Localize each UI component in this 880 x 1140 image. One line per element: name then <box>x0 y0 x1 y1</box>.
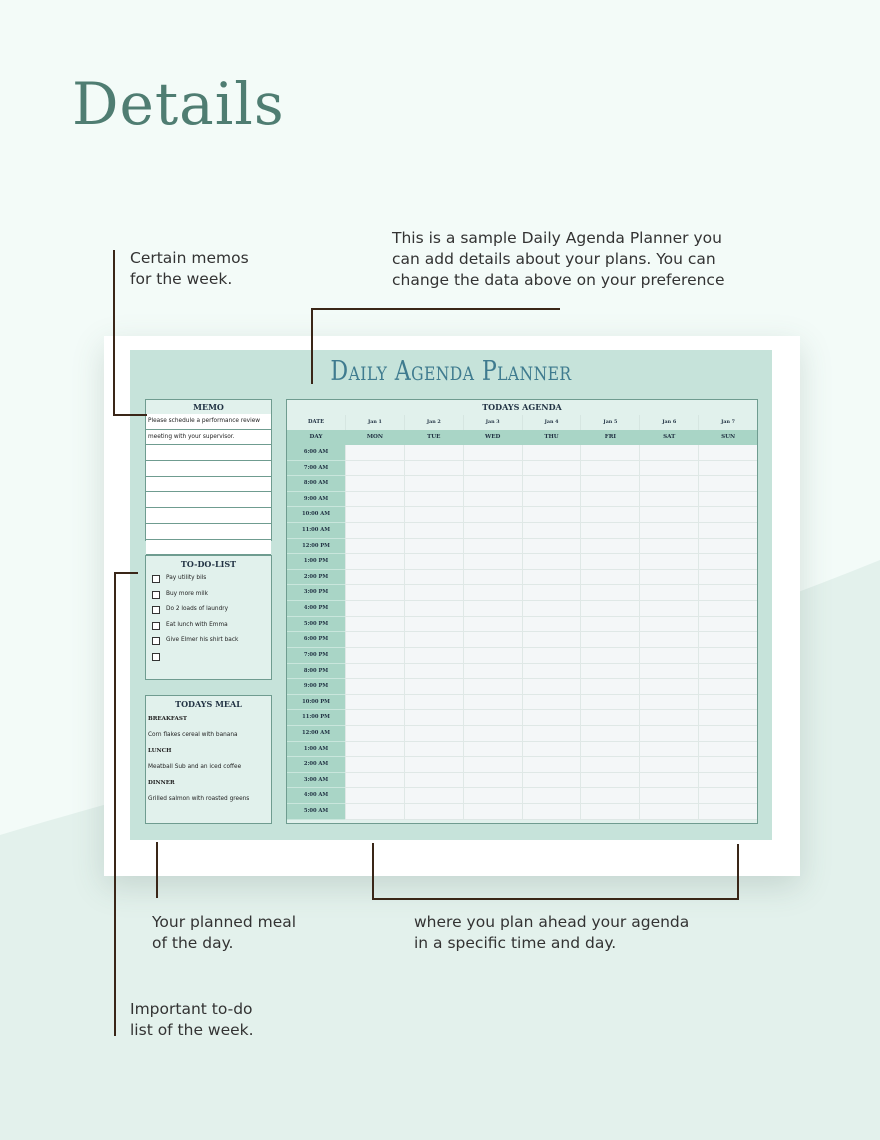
meal-entry: Grilled salmon with roasted greens <box>148 796 250 802</box>
agenda-slot[interactable] <box>404 585 463 601</box>
agenda-slot[interactable] <box>698 710 757 726</box>
agenda-day: TUE <box>404 430 463 445</box>
agenda-day-row <box>287 430 757 445</box>
todo-item <box>146 571 271 587</box>
agenda-rows <box>287 415 757 820</box>
agenda-slot[interactable] <box>698 648 757 664</box>
memo-line[interactable] <box>146 461 271 477</box>
agenda-time-row <box>287 539 757 555</box>
agenda-time-row <box>287 632 757 648</box>
todo-checkbox[interactable] <box>152 591 160 599</box>
agenda-slot[interactable] <box>639 757 698 773</box>
agenda-time-row <box>287 664 757 680</box>
todo-item <box>146 618 271 634</box>
agenda-date: Jan 4 <box>522 415 581 430</box>
agenda-slot[interactable] <box>698 601 757 617</box>
agenda-slot[interactable] <box>698 492 757 508</box>
agenda-date: Jan 6 <box>639 415 698 430</box>
todo-item-text: Give Elmer his shirt back <box>166 637 239 644</box>
agenda-slot[interactable] <box>698 445 757 461</box>
agenda-time-row <box>287 570 757 586</box>
agenda-slot[interactable] <box>404 554 463 570</box>
agenda-slot[interactable] <box>639 648 698 664</box>
agenda-time-label: 4:00 AM <box>287 788 345 804</box>
agenda-slot[interactable] <box>639 679 698 695</box>
agenda-date: Jan 2 <box>404 415 463 430</box>
agenda-slot[interactable] <box>345 726 404 742</box>
agenda-date-label: DATE <box>307 419 325 425</box>
agenda-time-label: 5:00 PM <box>287 617 345 633</box>
agenda-slot[interactable] <box>580 804 639 820</box>
agenda-slot[interactable] <box>404 476 463 492</box>
meal-entry: Corn flakes cereal with banana <box>148 732 238 738</box>
todo-checkbox[interactable] <box>152 622 160 630</box>
agenda-slot[interactable] <box>580 695 639 711</box>
agenda-slot[interactable] <box>463 664 522 680</box>
agenda-slot[interactable] <box>522 461 581 477</box>
agenda-slot[interactable] <box>345 742 404 758</box>
agenda-slot[interactable] <box>580 445 639 461</box>
agenda-slot[interactable] <box>522 757 581 773</box>
agenda-time-label: 6:00 PM <box>287 632 345 648</box>
agenda-slot[interactable] <box>345 476 404 492</box>
agenda-slot[interactable] <box>345 695 404 711</box>
todo-heading: TO-DO-LIST <box>180 559 237 569</box>
agenda-slot[interactable] <box>522 507 581 523</box>
agenda-time-label: 1:00 AM <box>287 742 345 758</box>
agenda-day: MON <box>345 430 404 445</box>
agenda-slot[interactable] <box>639 773 698 789</box>
memo-line[interactable] <box>146 445 271 461</box>
agenda-slot[interactable] <box>580 507 639 523</box>
connector-todo-vertical <box>114 572 116 1036</box>
agenda-time-label: 11:00 AM <box>287 523 345 539</box>
agenda-slot[interactable] <box>639 726 698 742</box>
agenda-slot[interactable] <box>404 695 463 711</box>
agenda-slot[interactable] <box>698 742 757 758</box>
agenda-slot[interactable] <box>522 679 581 695</box>
agenda-slot[interactable] <box>580 601 639 617</box>
agenda-slot[interactable] <box>345 570 404 586</box>
memo-line[interactable] <box>146 492 271 508</box>
agenda-slot[interactable] <box>463 695 522 711</box>
agenda-time-row <box>287 679 757 695</box>
agenda-slot[interactable] <box>639 461 698 477</box>
agenda-slot[interactable] <box>639 742 698 758</box>
agenda-slot[interactable] <box>522 804 581 820</box>
agenda-time-row <box>287 585 757 601</box>
agenda-slot[interactable] <box>580 476 639 492</box>
agenda-time-label: 11:00 PM <box>287 710 345 726</box>
agenda-day: SAT <box>639 430 698 445</box>
agenda-time-row <box>287 710 757 726</box>
agenda-time-label: 2:00 AM <box>287 757 345 773</box>
agenda-time-label: 3:00 PM <box>287 585 345 601</box>
agenda-time-label: 7:00 AM <box>287 461 345 477</box>
agenda-slot[interactable] <box>404 710 463 726</box>
agenda-slot[interactable] <box>345 507 404 523</box>
agenda-slot[interactable] <box>698 617 757 633</box>
agenda-time-label: 10:00 PM <box>287 695 345 711</box>
agenda-slot[interactable] <box>404 804 463 820</box>
agenda-slot[interactable] <box>345 492 404 508</box>
agenda-slot[interactable] <box>404 726 463 742</box>
callout-agenda: where you plan ahead your agenda in a specific time and day. <box>414 913 690 952</box>
connector-sample-horizontal <box>311 308 560 310</box>
todo-item-text: Pay utility bils <box>166 575 207 581</box>
agenda-slot[interactable] <box>580 773 639 789</box>
agenda-slot[interactable] <box>639 476 698 492</box>
agenda-slot[interactable] <box>404 648 463 664</box>
agenda-time-label: 10:00 AM <box>287 507 345 523</box>
agenda-slot[interactable] <box>522 539 581 555</box>
agenda-slot[interactable] <box>345 461 404 477</box>
agenda-time-row <box>287 492 757 508</box>
meal-label: BREAKFAST <box>148 716 188 722</box>
meal-box <box>145 695 272 824</box>
agenda-slot[interactable] <box>345 539 404 555</box>
agenda-slot[interactable] <box>404 757 463 773</box>
agenda-slot[interactable] <box>522 585 581 601</box>
agenda-slot[interactable] <box>345 632 404 648</box>
callout-todo: Important to-do list of the week. <box>130 1000 254 1039</box>
agenda-time-row <box>287 757 757 773</box>
agenda-slot[interactable] <box>522 617 581 633</box>
agenda-time-label: 9:00 AM <box>287 492 345 508</box>
todo-checkbox[interactable] <box>152 606 160 614</box>
agenda-slot[interactable] <box>463 492 522 508</box>
meal-entry: Meatball Sub and an iced coffee <box>148 764 242 770</box>
agenda-slot[interactable] <box>639 804 698 820</box>
agenda-slot[interactable] <box>345 585 404 601</box>
connector-meal-vertical <box>156 842 158 898</box>
agenda-slot[interactable] <box>404 679 463 695</box>
agenda-slot[interactable] <box>639 664 698 680</box>
agenda-slot[interactable] <box>463 710 522 726</box>
agenda-slot[interactable] <box>580 632 639 648</box>
agenda-slot[interactable] <box>522 648 581 664</box>
agenda-slot[interactable] <box>522 773 581 789</box>
agenda-slot[interactable] <box>463 679 522 695</box>
memo-line[interactable] <box>146 477 271 493</box>
agenda-date: Jan 3 <box>463 415 522 430</box>
todo-item <box>146 602 271 618</box>
callout-memo: Certain memos for the week. <box>130 249 249 288</box>
agenda-day: FRI <box>580 430 639 445</box>
connector-sample-vertical <box>311 308 313 384</box>
agenda-time-row <box>287 507 757 523</box>
agenda-time-row <box>287 648 757 664</box>
todo-item <box>146 649 271 665</box>
agenda-slot[interactable] <box>463 523 522 539</box>
agenda-time-row <box>287 461 757 477</box>
agenda-slot[interactable] <box>580 617 639 633</box>
memo-line[interactable]: meeting with your supervisor. <box>146 430 271 446</box>
agenda-slot[interactable] <box>463 788 522 804</box>
agenda-slot[interactable] <box>580 757 639 773</box>
agenda-slot[interactable] <box>639 695 698 711</box>
agenda-slot[interactable] <box>639 507 698 523</box>
agenda-slot[interactable] <box>522 742 581 758</box>
agenda-slot[interactable] <box>345 617 404 633</box>
agenda-slot[interactable] <box>580 461 639 477</box>
todo-item <box>146 587 271 603</box>
agenda-slot[interactable] <box>463 585 522 601</box>
agenda-slot[interactable] <box>580 788 639 804</box>
agenda-slot[interactable] <box>698 757 757 773</box>
agenda-time-label: 6:00 AM <box>287 445 345 461</box>
agenda-slot[interactable] <box>639 585 698 601</box>
meal-list <box>146 711 271 807</box>
agenda-day-label: DAY <box>287 430 345 445</box>
meal-label: LUNCH <box>148 748 172 754</box>
memo-line[interactable]: Please schedule a performance review <box>146 414 271 430</box>
agenda-slot[interactable] <box>639 539 698 555</box>
agenda-slot[interactable] <box>580 539 639 555</box>
agenda-slot[interactable] <box>698 461 757 477</box>
agenda-slot[interactable] <box>463 617 522 633</box>
agenda-slot[interactable] <box>345 788 404 804</box>
agenda-time-row <box>287 445 757 461</box>
todo-list <box>146 571 271 665</box>
agenda-slot[interactable] <box>698 523 757 539</box>
callout-sample: This is a sample Daily Agenda Planner you can add details about your plans. You can change the data above on your preference <box>392 229 725 289</box>
agenda-slot[interactable] <box>522 788 581 804</box>
agenda-slot[interactable] <box>345 679 404 695</box>
agenda-slot[interactable] <box>580 648 639 664</box>
agenda-slot[interactable] <box>522 695 581 711</box>
agenda-slot[interactable] <box>639 788 698 804</box>
agenda-slot[interactable] <box>639 617 698 633</box>
agenda-slot[interactable] <box>345 445 404 461</box>
planner-sheet <box>130 350 772 840</box>
agenda-slot[interactable] <box>698 664 757 680</box>
agenda-slot[interactable] <box>404 788 463 804</box>
connector-agenda-left <box>372 843 374 900</box>
page-title: Details <box>72 70 285 138</box>
agenda-slot[interactable] <box>580 679 639 695</box>
agenda-slot[interactable] <box>404 539 463 555</box>
agenda-slot[interactable] <box>522 492 581 508</box>
memo-line[interactable] <box>146 508 271 524</box>
agenda-slot[interactable] <box>522 476 581 492</box>
agenda-slot[interactable] <box>639 710 698 726</box>
agenda-time-row <box>287 554 757 570</box>
agenda-slot[interactable] <box>698 695 757 711</box>
agenda-slot[interactable] <box>580 726 639 742</box>
agenda-slot[interactable] <box>404 492 463 508</box>
agenda-time-label: 9:00 PM <box>287 679 345 695</box>
agenda-slot[interactable] <box>522 554 581 570</box>
agenda-slot[interactable] <box>698 632 757 648</box>
agenda-slot[interactable] <box>698 679 757 695</box>
agenda-slot[interactable] <box>580 710 639 726</box>
agenda-time-label: 3:00 AM <box>287 773 345 789</box>
memo-line[interactable] <box>146 524 271 540</box>
agenda-time-label: 12:00 PM <box>287 539 345 555</box>
agenda-slot[interactable] <box>463 632 522 648</box>
agenda-time-label: 4:00 PM <box>287 601 345 617</box>
todo-item <box>146 633 271 649</box>
agenda-date: Jan 5 <box>580 415 639 430</box>
agenda-slot[interactable] <box>463 804 522 820</box>
todo-box <box>145 555 272 680</box>
agenda-slot[interactable] <box>463 445 522 461</box>
agenda-date: Jan 7 <box>698 415 757 430</box>
agenda-slot[interactable] <box>639 492 698 508</box>
connector-agenda-bottom <box>372 898 739 900</box>
agenda-slot[interactable] <box>404 507 463 523</box>
agenda-slot[interactable] <box>639 601 698 617</box>
agenda-time-row <box>287 476 757 492</box>
agenda-slot[interactable] <box>404 601 463 617</box>
agenda-slot[interactable] <box>463 742 522 758</box>
agenda-slot[interactable] <box>463 601 522 617</box>
agenda-time-row <box>287 601 757 617</box>
todo-item-text: Do 2 loads of laundry <box>166 606 229 613</box>
agenda-slot[interactable] <box>580 585 639 601</box>
agenda-slot[interactable] <box>522 601 581 617</box>
agenda-slot[interactable] <box>698 539 757 555</box>
agenda-time-row <box>287 804 757 820</box>
agenda-slot[interactable] <box>522 523 581 539</box>
agenda-day: THU <box>522 430 581 445</box>
todo-checkbox[interactable] <box>152 637 160 645</box>
agenda-table <box>286 399 758 824</box>
agenda-slot[interactable] <box>639 445 698 461</box>
agenda-slot[interactable] <box>345 710 404 726</box>
agenda-date-row <box>287 415 757 430</box>
agenda-time-label: 8:00 AM <box>287 476 345 492</box>
agenda-time-label: 8:00 PM <box>287 664 345 680</box>
todo-checkbox[interactable] <box>152 653 160 661</box>
agenda-slot[interactable] <box>580 742 639 758</box>
agenda-slot[interactable] <box>404 742 463 758</box>
agenda-slot[interactable] <box>698 804 757 820</box>
agenda-slot[interactable] <box>580 570 639 586</box>
connector-todo-horizontal <box>114 572 138 574</box>
agenda-slot[interactable] <box>463 757 522 773</box>
agenda-slot[interactable] <box>580 664 639 680</box>
agenda-slot[interactable] <box>639 632 698 648</box>
agenda-slot[interactable] <box>404 632 463 648</box>
agenda-slot[interactable] <box>463 507 522 523</box>
meal-label: DINNER <box>148 780 175 786</box>
agenda-slot[interactable] <box>522 445 581 461</box>
agenda-slot[interactable] <box>522 710 581 726</box>
memo-lines <box>146 414 271 555</box>
agenda-slot[interactable] <box>698 570 757 586</box>
agenda-slot[interactable] <box>580 492 639 508</box>
agenda-slot[interactable] <box>522 570 581 586</box>
meal-heading: TODAYS MEAL <box>175 699 242 709</box>
agenda-time-label: 2:00 PM <box>287 570 345 586</box>
agenda-date: Jan 1 <box>345 415 404 430</box>
agenda-slot[interactable] <box>345 804 404 820</box>
agenda-slot[interactable] <box>522 664 581 680</box>
agenda-time-row <box>287 695 757 711</box>
memo-heading: MEMO <box>193 402 224 412</box>
agenda-slot[interactable] <box>698 554 757 570</box>
agenda-slot[interactable] <box>404 773 463 789</box>
agenda-slot[interactable] <box>580 523 639 539</box>
agenda-slot[interactable] <box>463 570 522 586</box>
agenda-slot[interactable] <box>522 726 581 742</box>
agenda-time-row <box>287 523 757 539</box>
agenda-slot[interactable] <box>345 523 404 539</box>
agenda-slot[interactable] <box>345 773 404 789</box>
agenda-day: SUN <box>698 430 757 445</box>
agenda-slot[interactable] <box>463 726 522 742</box>
memo-box <box>145 399 272 541</box>
agenda-slot[interactable] <box>463 461 522 477</box>
agenda-slot[interactable] <box>404 617 463 633</box>
memo-line[interactable] <box>146 540 271 556</box>
agenda-slot[interactable] <box>463 539 522 555</box>
agenda-time-row <box>287 742 757 758</box>
agenda-slot[interactable] <box>404 445 463 461</box>
agenda-slot[interactable] <box>698 726 757 742</box>
agenda-slot[interactable] <box>404 664 463 680</box>
agenda-day: WED <box>463 430 522 445</box>
todo-checkbox[interactable] <box>152 575 160 583</box>
agenda-slot[interactable] <box>698 476 757 492</box>
agenda-slot[interactable] <box>639 554 698 570</box>
agenda-time-row <box>287 726 757 742</box>
agenda-time-label: 7:00 PM <box>287 648 345 664</box>
agenda-slot[interactable] <box>463 648 522 664</box>
agenda-slot[interactable] <box>345 601 404 617</box>
todo-item-text: Buy more milk <box>166 590 209 597</box>
agenda-slot[interactable] <box>463 476 522 492</box>
agenda-slot[interactable] <box>698 788 757 804</box>
agenda-slot[interactable] <box>404 461 463 477</box>
agenda-slot[interactable] <box>345 554 404 570</box>
agenda-slot[interactable] <box>698 585 757 601</box>
agenda-slot[interactable] <box>463 554 522 570</box>
todo-item-text: Eat lunch with Emma <box>166 621 228 628</box>
planner-title: Daily Agenda Planner <box>330 356 572 387</box>
agenda-slot[interactable] <box>463 773 522 789</box>
agenda-slot[interactable] <box>345 757 404 773</box>
connector-agenda-right <box>737 844 739 900</box>
agenda-time-label: 5:00 AM <box>287 804 345 820</box>
agenda-slot[interactable] <box>404 570 463 586</box>
agenda-time-label: 12:00 AM <box>287 726 345 742</box>
agenda-slot[interactable] <box>698 507 757 523</box>
agenda-slot[interactable] <box>639 570 698 586</box>
connector-memo-horizontal <box>113 414 147 416</box>
agenda-slot[interactable] <box>404 523 463 539</box>
agenda-time-row <box>287 773 757 789</box>
agenda-slot[interactable] <box>345 648 404 664</box>
agenda-slot[interactable] <box>698 773 757 789</box>
agenda-slot[interactable] <box>345 664 404 680</box>
agenda-slot[interactable] <box>580 554 639 570</box>
agenda-slot[interactable] <box>639 523 698 539</box>
agenda-heading: TODAYS AGENDA <box>482 402 562 412</box>
connector-memo-vertical <box>113 250 115 416</box>
agenda-time-row <box>287 617 757 633</box>
callout-meal: Your planned meal of the day. <box>152 913 297 952</box>
agenda-time-row <box>287 788 757 804</box>
agenda-time-label: 1:00 PM <box>287 554 345 570</box>
agenda-slot[interactable] <box>522 632 581 648</box>
